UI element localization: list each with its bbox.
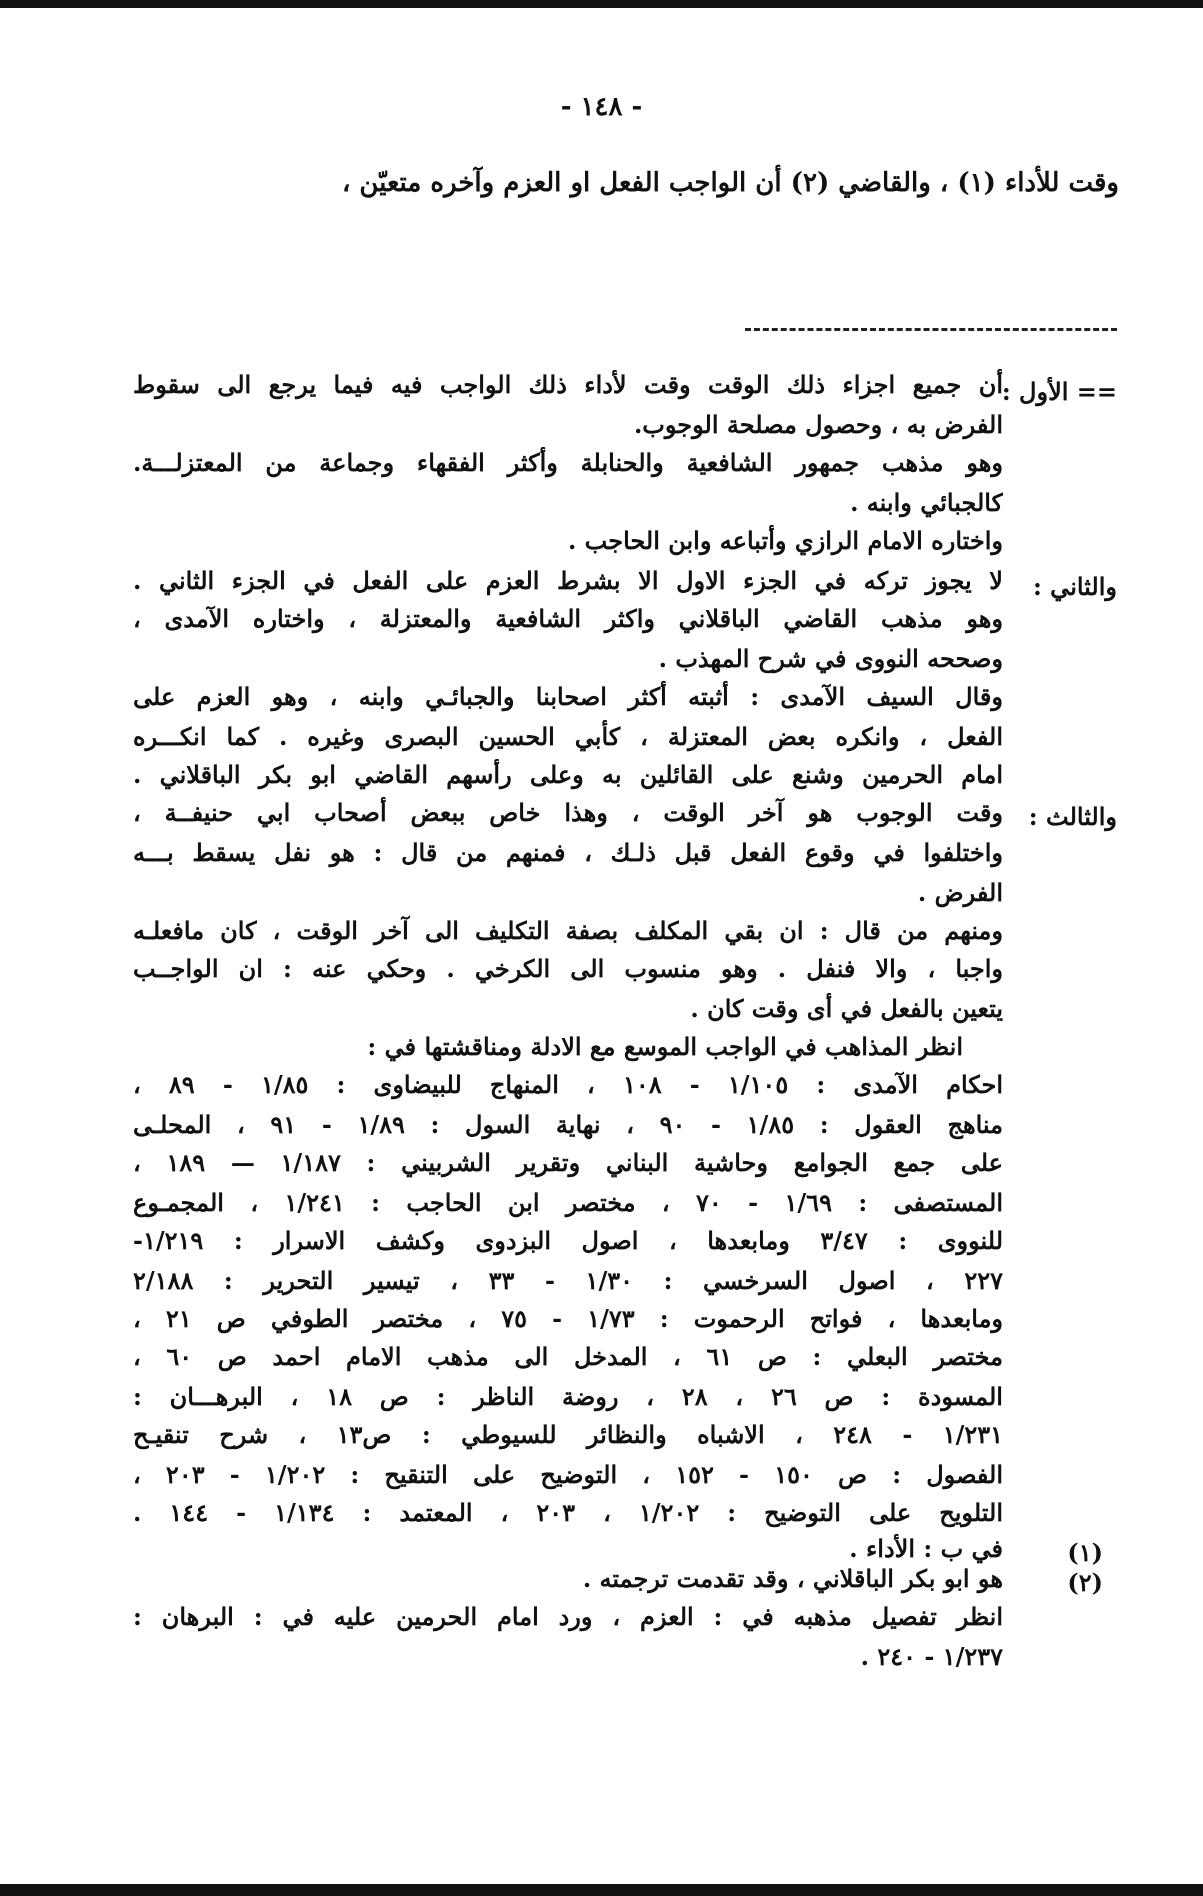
reference-line: التلويح على التوضيح : ١/٢٠٢ ، ٢٠٣ ، المعتمد : ١/١٣٤ - ١٤٤ .: [133, 1498, 1003, 1527]
section-label: والثالث :: [1028, 802, 1117, 831]
page-number: - ١٤٨ -: [560, 92, 643, 122]
text-line: لا يجوز تركه في الجزء الاول الا بشرط العزم على الفعل في الجزء الثاني .: [133, 566, 1003, 595]
reference-line: مختصر البعلي : ص ٦١ ، المدخل الى مذهب الامام احمد ص ٦٠ ،: [133, 1342, 1003, 1371]
scan-bottom-edge: [0, 1884, 1203, 1896]
reference-line: ١/٢٣١ - ٢٤٨ ، الاشباه والنظائر للسيوطي : ص١٣ ، شرح تنقيـح: [133, 1420, 1003, 1449]
reference-line: على جمع الجوامع وحاشية البناني وتقرير الشربيني : ١/١٨٧ — ١٨٩ ،: [133, 1148, 1003, 1177]
reference-line: مناهج العقول : ١/٨٥ - ٩٠ ، نهاية السول : ١/٨٩ - ٩١ ، المحلـى: [133, 1110, 1003, 1139]
text-line: يتعين بالفعل في أى وقت كان .: [690, 994, 1003, 1023]
text-line: واختلفوا في وقوع الفعل قبل ذلـك ، فمنهم من قال : هو نفل يسقط بـــه: [133, 838, 1003, 867]
text-line: وهو مذهب القاضي الباقلاني واكثر الشافعية والمعتزلة ، واختاره الآمدى ،: [133, 604, 1003, 633]
text-line: أن جميع اجزاء ذلك الوقت وقت لأداء ذلك الواجب فيه فيما يرجع الى سقوط: [133, 370, 1003, 399]
top-text-line: وقت للأداء (١) ، والقاضي (٢) أن الواجب الفعل او العزم وآخره متعيّن ،: [341, 168, 1119, 198]
text-line: كالجبائي وابنه .: [850, 488, 1003, 517]
section-label: والثاني :: [1032, 572, 1117, 601]
scan-top-edge: [0, 0, 1203, 8]
text-line: وقت الوجوب هو آخر الوقت ، وهذا خاص ببعض أصحاب ابي حنيفــة ،: [133, 798, 1003, 827]
footnote-line: ١/٢٣٧ - ٢٤٠ .: [860, 1642, 1003, 1671]
footnote-line: في ب : الأداء .: [849, 1534, 1003, 1563]
section-label: == الأول :: [1001, 377, 1117, 406]
reference-line: المستصفى : ١/٦٩ - ٧٠ ، مختصر ابن الحاجب : ١/٢٤١ ، المجمـوع: [133, 1188, 1003, 1217]
reference-line: انظر المذاهب في الواجب الموسع مع الادلة ومناقشتها في :: [367, 1032, 963, 1061]
text-line: الفرض .: [917, 878, 1003, 907]
footnote-number: (٢): [1067, 1568, 1103, 1597]
reference-line: ٢٢٧ ، اصول السرخسي : ١/٣٠ - ٣٣ ، تيسير التحرير : ٢/١٨٨: [133, 1266, 1003, 1295]
text-line: وصححه النووى في شرح المهذب .: [658, 644, 1003, 673]
text-line: وهو مذهب جمهور الشافعية والحنابلة وأكثر الفقهاء وجماعة من المعتزلـــة.: [133, 448, 1003, 477]
footnote-separator: [745, 328, 1117, 331]
text-line: وقال السيف الآمدى : أثبته أكثر اصحابنا والجبائـي وابنه ، وهو العزم على: [133, 682, 1003, 711]
text-line: ومنهم من قال : ان بقي المكلف بصفة التكليف الى آخر الوقت ، كان مافعلـه: [133, 916, 1003, 945]
reference-line: ومابعدها ، فواتح الرحموت : ١/٧٣ - ٧٥ ، مختصر الطوفي ص ٢١ ،: [133, 1304, 1003, 1333]
footnote-line: هو ابو بكر الباقلاني ، وقد تقدمت ترجمته .: [582, 1564, 1003, 1593]
footnote-line: انظر تفصيل مذهبه في : العزم ، ورد امام الحرمين عليه في : البرهان :: [133, 1602, 1003, 1631]
text-line: الفرض به ، وحصول مصلحة الوجوب.: [633, 410, 1003, 439]
text-line: واجبا ، والا فنفل . وهو منسوب الى الكرخي . وحكي عنه : ان الواجــب: [133, 954, 1003, 983]
footnote-number: (١): [1067, 1538, 1103, 1567]
reference-line: احكام الآمدى : ١/١٠٥ - ١٠٨ ، المنهاج للبيضاوى : ١/٨٥ - ٨٩ ،: [133, 1070, 1003, 1099]
reference-line: المسودة : ص ٢٦ ، ٢٨ ، روضة الناظر : ص ١٨ ، البرهـــان :: [133, 1382, 1003, 1411]
text-line: واختاره الامام الرازي وأتباعه وابن الحاجب .: [567, 526, 1003, 555]
text-line: الفعل ، وانكره بعض المعتزلة ، كأبي الحسين البصرى وغيره . كما انكـــره: [133, 722, 1003, 751]
reference-line: للنووى : ٣/٤٧ ومابعدها ، اصول البزدوى وكشف الاسرار : ١/٢١٩-: [133, 1226, 1003, 1255]
reference-line: الفصول : ص ١٥٠ - ١٥٢ ، التوضيح على التنقيح : ١/٢٠٢ - ٢٠٣ ،: [133, 1460, 1003, 1489]
text-line: امام الحرمين وشنع على القائلين به وعلى رأسهم القاضي ابو بكر الباقلاني .: [133, 760, 1003, 789]
